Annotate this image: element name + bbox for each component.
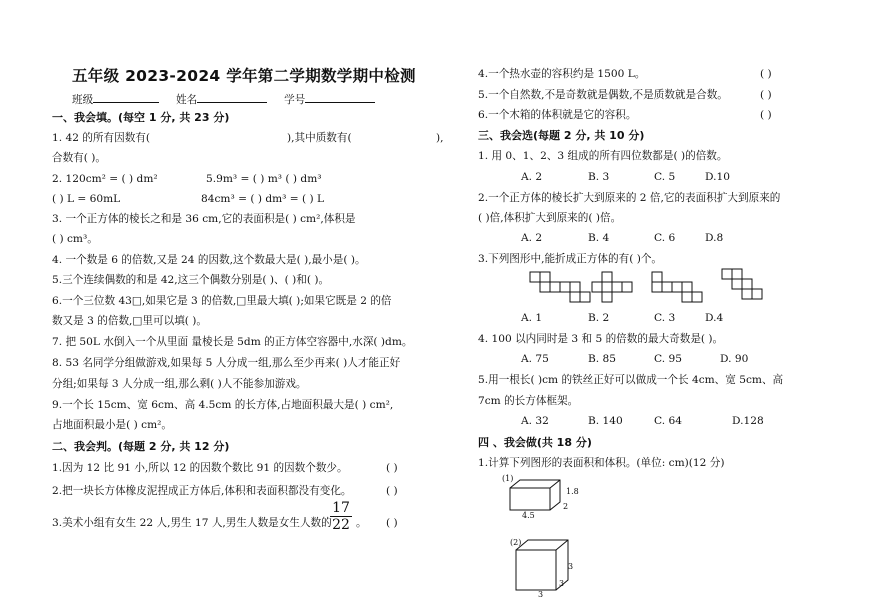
id-label: 学号: [284, 94, 306, 106]
choice-q1-opt-c[interactable]: C. 5: [654, 171, 676, 183]
choice-q3-opt-c[interactable]: C. 3: [654, 312, 676, 324]
section1-header: 一、我会填。(每空 1 分, 共 23 分): [52, 111, 230, 124]
fig2-label: (2): [510, 538, 522, 547]
name-label: 姓名: [176, 94, 198, 106]
judge-q2-paren[interactable]: ( ): [386, 485, 398, 497]
fraction-numerator: 17: [330, 500, 352, 517]
choice-q5a: 5.用一根长( )cm 的铁丝正好可以做成一个长 4cm、宽 5cm、高: [478, 374, 784, 386]
q1-2a: 2. 120cm² = ( ) dm²: [52, 173, 158, 185]
fraction-denominator: 22: [332, 517, 350, 533]
section4-header: 四 、我会做(共 18 分): [478, 436, 592, 449]
q1-5: 5.三个连续偶数的和是 42,这三个偶数分别是( )、( )和( )。: [52, 274, 330, 286]
judge-q2: 2.把一块长方体橡皮泥捏成正方体后,体积和表面积都没有变化。: [52, 485, 352, 497]
q1-2b: 5.9m³ = ( ) m³ ( ) dm³: [206, 173, 322, 185]
choice-q3-opt-a[interactable]: A. 1: [521, 312, 543, 324]
choice-q1-opt-d[interactable]: D.10: [705, 171, 730, 183]
fig1-label: (1): [502, 474, 514, 483]
choice-q5-opt-a[interactable]: A. 32: [521, 415, 549, 427]
choice-q2-opt-d[interactable]: D.8: [705, 232, 724, 244]
calc-q1: 1.计算下列图形的表面积和体积。(单位: cm)(12 分): [478, 457, 725, 469]
choice-q4-opt-b[interactable]: B. 85: [588, 353, 616, 365]
judge-q3-end: 。: [356, 517, 367, 529]
q1-3a: 3. 一个正方体的棱长之和是 36 cm,它的表面积是( ) cm²,体积是: [52, 213, 356, 225]
choice-q2-opt-b[interactable]: B. 4: [588, 232, 610, 244]
choice-q3-opt-d[interactable]: D.4: [705, 312, 724, 324]
q1-1-end: ),: [436, 132, 444, 144]
choice-q1: 1. 用 0、1、2、3 组成的所有四位数都是( )的倍数。: [478, 150, 728, 162]
name-field[interactable]: [197, 92, 267, 103]
id-field[interactable]: [305, 92, 375, 103]
choice-q3-opt-b[interactable]: B. 2: [588, 312, 610, 324]
fig2-edge-height: 3: [568, 562, 574, 571]
judge-q6-paren[interactable]: ( ): [760, 109, 772, 121]
judge-q4: 4.一个热水壶的容积约是 1500 L。: [478, 68, 646, 80]
q1-3b: ( ) cm³。: [52, 233, 98, 245]
judge-q1: 1.因为 12 比 91 小,所以 12 的因数个数比 91 的因数个数少。: [52, 462, 348, 474]
cube-net-d: [722, 269, 764, 309]
q1-1-mid: ),其中质数有(: [287, 132, 352, 144]
fraction: [330, 500, 352, 533]
fig2-edge-depth: 3: [559, 579, 565, 588]
choice-q4-opt-d[interactable]: D. 90: [720, 353, 749, 365]
q1-7: 7. 把 50L 水倒入一个从里面 量棱长是 5dm 的正方体空容器中,水深( )dm。: [52, 336, 413, 348]
choice-q2-opt-c[interactable]: C. 6: [654, 232, 676, 244]
info-line: [72, 92, 375, 107]
q1-1-line2: 合数有( )。: [52, 152, 107, 164]
choice-q5b: 7cm 的长方体框架。: [478, 395, 579, 407]
fig1-width: 2: [563, 502, 569, 511]
fig1-height: 1.8: [566, 487, 579, 496]
judge-q3-paren[interactable]: ( ): [386, 517, 398, 529]
q1-4: 4. 一个数是 6 的倍数,又是 24 的因数,这个数最大是( ),最小是( )。: [52, 254, 366, 266]
q1-2c: ( ) L = 60mL: [52, 193, 121, 205]
choice-q5-opt-b[interactable]: B. 140: [588, 415, 623, 427]
section3-header: 三、我会选(每题 2 分, 共 10 分): [478, 129, 645, 142]
cube-net-c: [652, 272, 706, 302]
choice-q3: 3.下列图形中,能折成正方体的有( )个。: [478, 253, 663, 265]
judge-q5-paren[interactable]: ( ): [760, 89, 772, 101]
fig2-edge-bottom: 3: [538, 590, 544, 599]
choice-q5-opt-c[interactable]: C. 64: [654, 415, 682, 427]
judge-q1-paren[interactable]: ( ): [386, 462, 398, 474]
choice-q2a: 2.一个正方体的棱长扩大到原来的 2 倍,它的表面积扩大到原来的: [478, 192, 781, 204]
cube-net-a: [530, 272, 595, 302]
choice-q1-opt-b[interactable]: B. 3: [588, 171, 610, 183]
judge-q6: 6.一个木箱的体积就是它的容积。: [478, 109, 637, 121]
cube-figure: [516, 540, 576, 592]
choice-q2b: ( )倍,体积扩大到原来的( )倍。: [478, 212, 622, 224]
choice-q1-opt-a[interactable]: A. 2: [521, 171, 543, 183]
choice-q4-opt-c[interactable]: C. 95: [654, 353, 682, 365]
cuboid-figure: [510, 480, 570, 514]
q1-8b: 分组;如果每 3 人分成一组,那么剩( )人不能参加游戏。: [52, 378, 307, 390]
choice-q2-opt-a[interactable]: A. 2: [521, 232, 543, 244]
section2-header: 二、我会判。(每题 2 分, 共 12 分): [52, 440, 230, 453]
page-title: 五年级 2023-2024 学年第二学期数学期中检测: [72, 67, 416, 85]
choice-q5-opt-d[interactable]: D.128: [732, 415, 764, 427]
cube-net-b: [592, 272, 634, 302]
q1-6b: 数又是 3 的倍数,□里可以填( )。: [52, 315, 208, 327]
fig1-length: 4.5: [522, 511, 535, 520]
judge-q3: 3.美术小组有女生 22 人,男生 17 人,男生人数是女生人数的: [52, 517, 332, 529]
choice-q4: 4. 100 以内同时是 3 和 5 的倍数的最大奇数是( )。: [478, 333, 724, 345]
choice-q4-opt-a[interactable]: A. 75: [521, 353, 549, 365]
q1-1-start: 1. 42 的所有因数有(: [52, 132, 151, 144]
class-field[interactable]: [93, 92, 159, 103]
q1-2d: 84cm³ = ( ) dm³ = ( ) L: [201, 193, 325, 205]
q1-9a: 9.一个长 15cm、宽 6cm、高 4.5cm 的长方体,占地面积最大是( ) cm²,: [52, 399, 394, 411]
q1-9b: 占地面积最小是( ) cm²。: [52, 419, 172, 431]
judge-q5: 5.一个自然数,不是奇数就是偶数,不是质数就是合数。: [478, 89, 728, 101]
q1-6a: 6.一个三位数 43□,如果它是 3 的倍数,□里最大填( );如果它既是 2 的倍: [52, 295, 392, 307]
q1-8a: 8. 53 名同学分组做游戏,如果每 5 人分成一组,那么至少再来( )人才能正好: [52, 357, 401, 369]
class-label: 班级: [72, 94, 94, 106]
judge-q4-paren[interactable]: ( ): [760, 68, 772, 80]
